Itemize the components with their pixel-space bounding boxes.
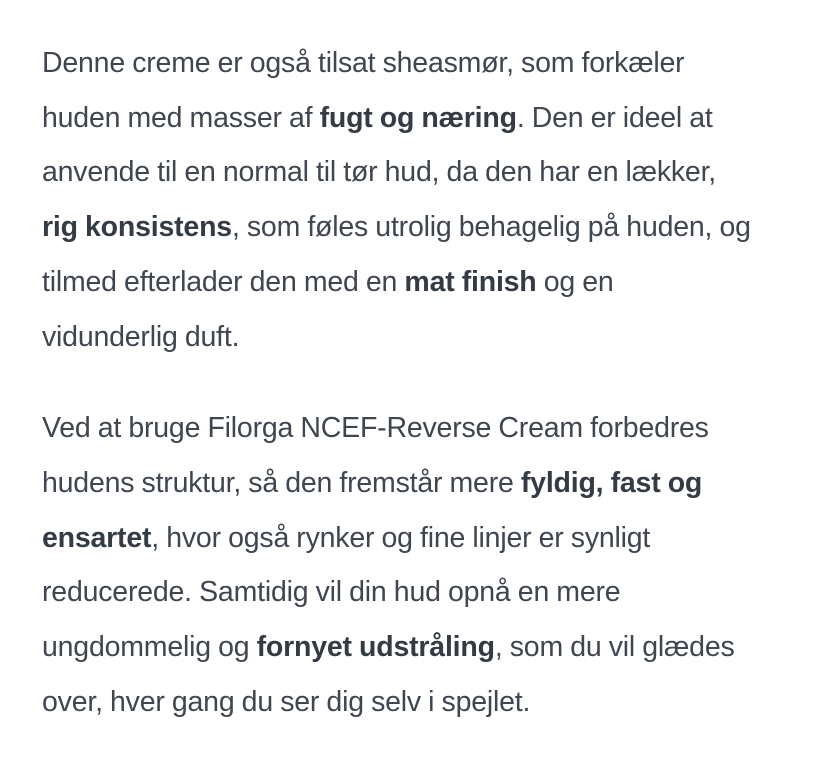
text-line: [42, 456, 812, 511]
text-line: [42, 36, 812, 91]
bold-text: mat finish: [404, 265, 537, 298]
text-line: [42, 310, 812, 365]
body-text: hudens struktur, så den fremstår mere: [42, 466, 521, 499]
text-line: [42, 91, 812, 146]
text-line: [42, 565, 812, 620]
body-text: vidunderlig duft.: [42, 320, 240, 353]
text-line: [42, 200, 812, 255]
paragraph-1: [42, 36, 812, 364]
body-text: , som du vil glædes: [494, 631, 735, 664]
text-line: [42, 620, 812, 675]
bold-text: rig konsistens: [42, 211, 232, 244]
bold-text: fyldig, fast og: [520, 466, 703, 499]
text-line: [42, 401, 812, 456]
bold-text: ensartet: [42, 521, 152, 554]
product-description: [42, 36, 812, 766]
text-line: [42, 511, 812, 566]
body-text: , hvor også rynker og fine linjer er synligt: [151, 521, 651, 554]
text-line: [42, 255, 812, 310]
body-text: Ved at bruge Filorga NCEF-Reverse Cream forbedres: [42, 412, 709, 445]
paragraph-2: [42, 401, 812, 729]
body-text: over, hver gang du ser dig selv i spejlet.: [42, 685, 531, 718]
body-text: huden med masser af: [42, 101, 320, 134]
body-text: reducerede. Samtidig vil din hud opnå en mere: [42, 576, 621, 609]
bold-text: fornyet udstråling: [256, 631, 495, 664]
body-text: anvende til en normal til tør hud, da den har en lækker,: [42, 156, 717, 189]
text-line: [42, 145, 812, 200]
body-text: tilmed efterlader den med en: [42, 265, 405, 298]
text-line: [42, 675, 812, 730]
body-text: , som føles utrolig behagelig på huden, og: [231, 211, 751, 244]
body-text: Denne creme er også tilsat sheasmør, som forkæler: [42, 47, 685, 79]
body-text: ungdommelig og: [42, 631, 257, 664]
body-text: . Den er ideel at: [516, 101, 713, 134]
body-text: og en: [536, 265, 614, 298]
bold-text: fugt og næring: [319, 101, 517, 134]
